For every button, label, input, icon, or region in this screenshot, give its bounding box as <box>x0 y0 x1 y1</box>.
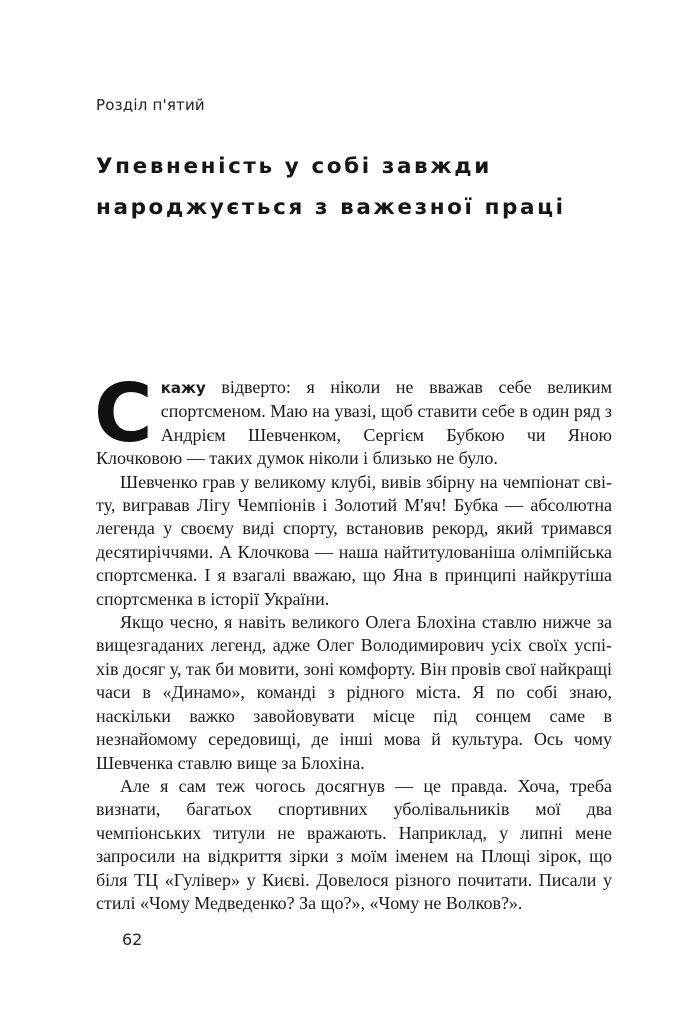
paragraph-1 <box>94 367 612 471</box>
body-text <box>94 367 612 915</box>
chapter-title-line-1: Упевненість у собі завжди <box>96 154 492 179</box>
chapter-title-line-2: народжується з важезної праці <box>96 195 566 220</box>
chapter-label: Розділ п'ятий <box>96 96 205 114</box>
paragraph-2: Шевченко грав у великому клубі, вивів збірну на чемпіонат світу, вигравав Лігу Чемпіонів і Золотий М'яч! Бубка — абсолютна легенда у своєму виді спорту, встановив рекорд, який тримався десятиріччями. А Клочкова — наша найтитулованіша олімпійська спортсменка. І я взагалі вважаю, що Яна в принципі найкрутіша спортсменка в історії України. <box>96 471 612 609</box>
page-number: 62 <box>122 930 143 949</box>
paragraph-4: Але я сам теж чогось досягнув — це правда. Хоча, треба визнати, багатьох спортивних уболівальників мої два чемпіонських титули не вражають. Наприклад, у липні мене запросили на відкриття зірки з моїм іменем на Площі зірок, що біля ТЦ «Гулівер» у Києві. Довелося різного почитати. Писали у стилі «Чому Медведенко? За що?», «Чому не Волков?». <box>96 775 612 913</box>
paragraph-3: Якщо чесно, я навіть великого Олега Блохіна ставлю нижче за вищезгаданих легенд, адже Олег Володимирович усіх своїх успіхів досяг у, так би мовити, зоні комфорту. Він провів свої найкращі часи в «Динамо», команді з рідного міста. Я по собі знаю, наскільки важко завойовувати місце під сонцем саме в незнайомому середовищі, де інші мова й культура. Ось чому Шевченка ставлю вище за Блохіна. <box>96 612 612 773</box>
drop-cap: С <box>94 367 153 460</box>
chapter-title <box>96 146 616 228</box>
paragraph-1-text: відверто: я ніколи не вважав себе великим спортсменом. Маю на увазі, щоб ставити себе в один ряд з Андрієм Шевченком, Сергієм Бубкою чи Яною Клочковою — таких думок ніколи і близько не було. <box>96 377 612 469</box>
lead-word: кажу <box>160 379 206 397</box>
